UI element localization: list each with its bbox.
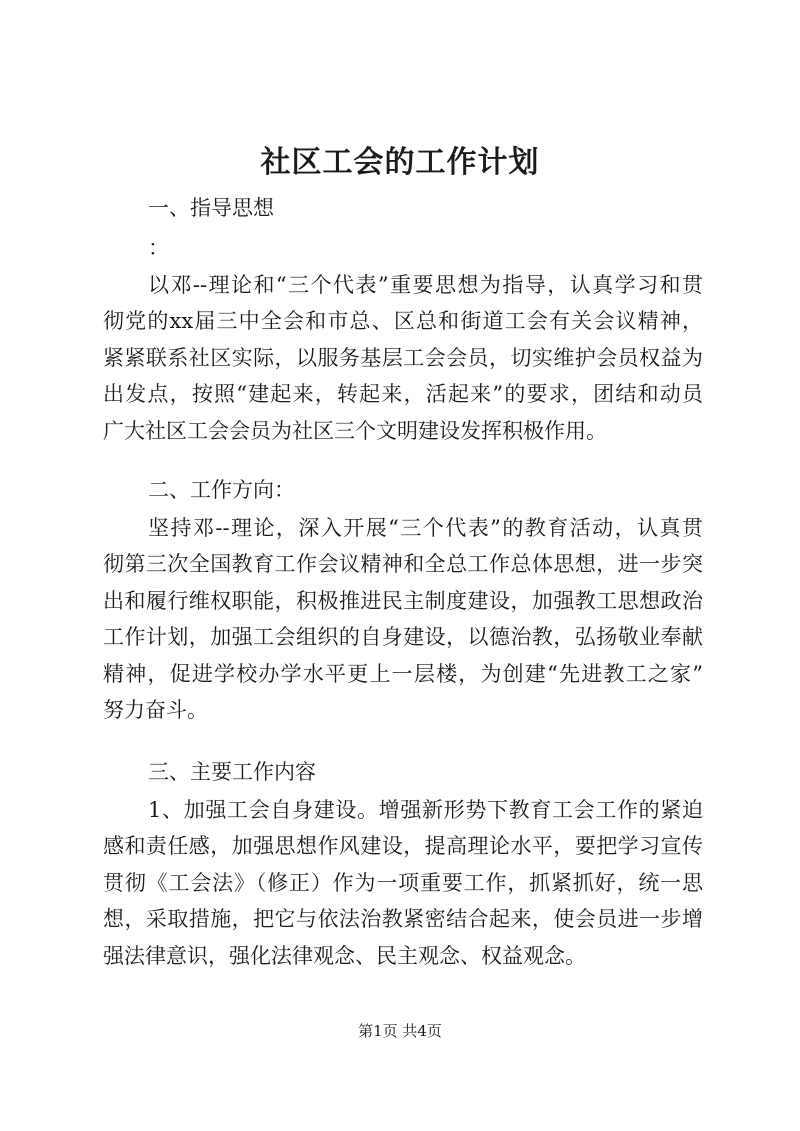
- paragraph-line: 1、加强工会自身建设。增强新形势下教育工会工作的紧迫: [148, 798, 703, 822]
- section2-heading: 二、工作方向：: [148, 478, 295, 502]
- section3-heading: 三、主要工作内容: [148, 760, 316, 784]
- paragraph-line: 彻第三次全国教育工作会议精神和全总工作总体思想，进一步突: [103, 552, 703, 577]
- paragraph-line: 精神，促进学校办学水平更上一层楼，为创建“先进教工之家”: [103, 661, 703, 686]
- paragraph-line: 出发点，按照“建起来，转起来，活起来”的要求，团结和动员: [103, 382, 703, 407]
- paragraph-line: 贯彻《工会法》（修正）作为一项重要工作，抓紧抓好，统一思: [103, 870, 703, 895]
- paragraph-line: 出和履行维权职能，积极推进民主制度建设，加强教工思想政治: [103, 588, 703, 613]
- paragraph-line: 感和责任感，加强思想作风建设，提高理论水平，要把学习宣传: [103, 834, 703, 859]
- colon-line: ：: [148, 236, 169, 260]
- document-title: 社区工会的工作计划: [260, 145, 540, 180]
- paragraph-line: 努力奋斗。: [103, 697, 208, 722]
- paragraph-line: 以邓--理论和“三个代表”重要思想为指导，认真学习和贯: [148, 273, 703, 297]
- paragraph-line: 彻党的xx届三中全会和市总、区总和街道工会有关会议精神，: [103, 309, 703, 334]
- paragraph-line: 紧紧联系社区实际，以服务基层工会会员，切实维护会员权益为: [103, 345, 703, 370]
- paragraph-line: 坚持邓--理论，深入开展“三个代表”的教育活动，认真贯: [148, 516, 703, 540]
- paragraph-line: 广大社区工会会员为社区三个文明建设发挥积极作用。: [103, 418, 607, 443]
- paragraph-main-content: [103, 792, 703, 974]
- paragraph-line: 想，采取措施，把它与依法治教紧密结合起来，使会员进一步增: [103, 907, 703, 932]
- section1-heading: 一、指导思想: [148, 196, 274, 220]
- paragraph-line: 工作计划，加强工会组织的自身建设，以德治教，弘扬敬业奉献: [103, 625, 703, 650]
- paragraph-line: 强法律意识，强化法律观念、民主观念、权益观念。: [103, 943, 586, 968]
- paragraph-work-direction: [103, 510, 703, 728]
- paragraph-guiding-thought: [103, 267, 703, 449]
- page-footer: 第1页 共4页: [358, 1022, 442, 1040]
